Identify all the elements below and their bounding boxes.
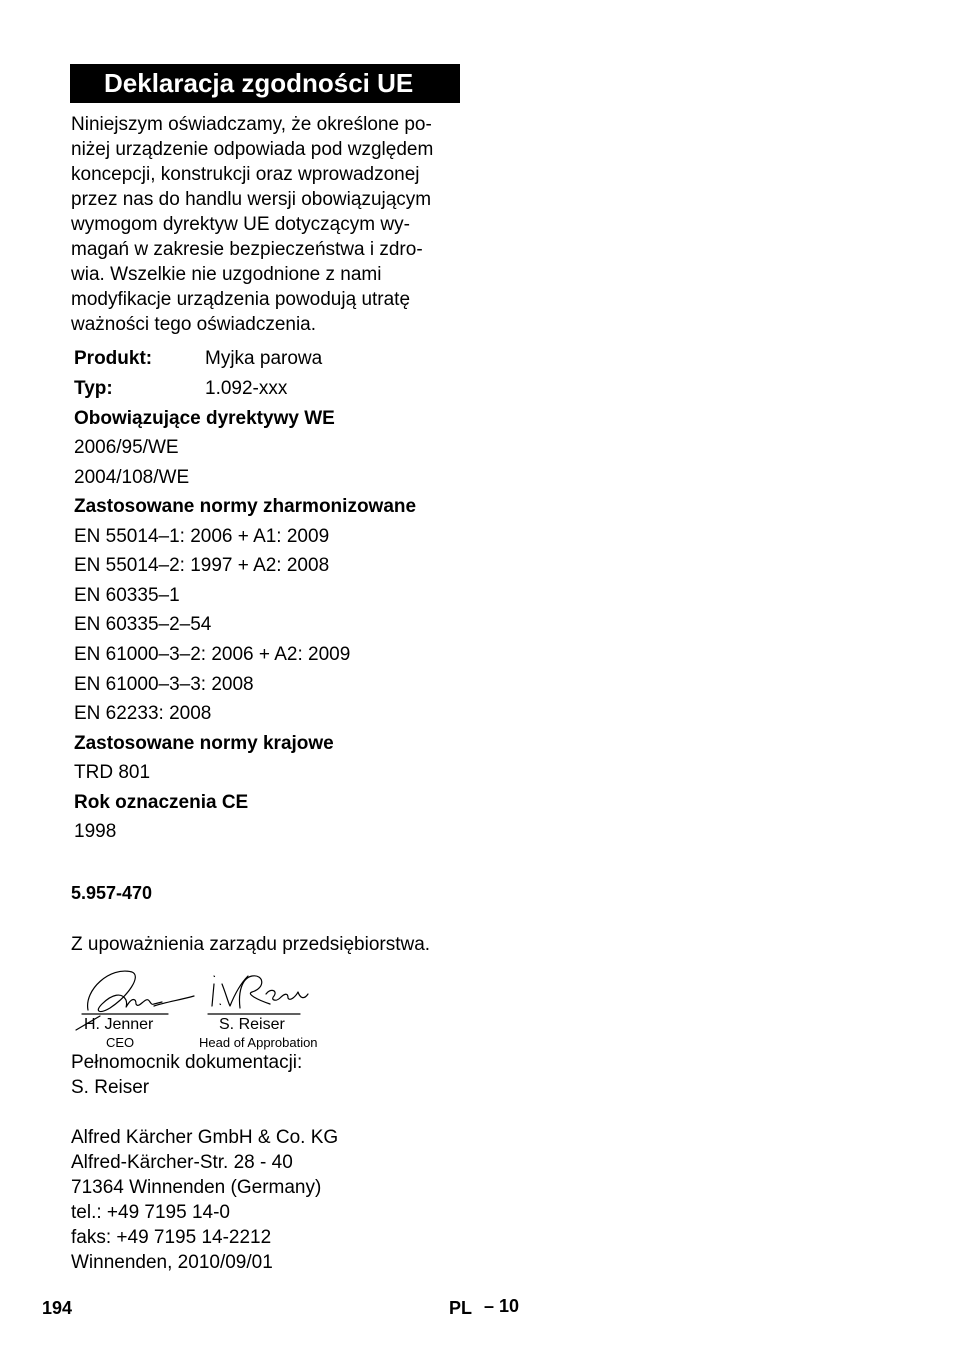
company-fax: faks: +49 7195 14-2212 (71, 1227, 272, 1248)
harmonized-item: EN 61000–3–3: 2008 (74, 674, 254, 695)
directives-heading: Obowiązujące dyrektywy WE (74, 408, 335, 429)
type-label: Typ: (74, 378, 113, 399)
intro-paragraph (71, 112, 466, 337)
directive-item: 2006/95/WE (74, 437, 179, 458)
signatory-name: H. Jenner (84, 1016, 154, 1033)
harmonized-item: EN 62233: 2008 (74, 703, 212, 724)
place-date: Winnenden, 2010/09/01 (71, 1252, 273, 1273)
intro-line: modyfikacje urządzenia powodują utratę (71, 289, 411, 310)
section-page-number: – 10 (484, 1296, 520, 1316)
document-number: 5.957-470 (71, 883, 153, 903)
intro-line: ważności tego oświadczenia. (71, 314, 317, 335)
intro-line: wymogom dyrektyw UE dotyczącym wy- (71, 214, 410, 235)
harmonized-item: EN 61000–3–2: 2006 + A2: 2009 (74, 644, 351, 665)
page-title: Deklaracja zgodności UE (70, 64, 460, 103)
type-row (74, 377, 287, 401)
intro-line: koncepcji, konstrukcji oraz wprowadzonej (71, 164, 420, 185)
intro-line: niżej urządzenie odpowiada pod względem (71, 139, 434, 160)
signatory-role: Head of Approbation (199, 1035, 318, 1050)
company-city: 71364 Winnenden (Germany) (71, 1177, 322, 1198)
product-label: Produkt: (74, 348, 153, 369)
product-value: Myjka parowa (205, 348, 323, 369)
directive-item: 2004/108/WE (74, 467, 190, 488)
harmonized-item: EN 60335–1 (74, 585, 180, 606)
harmonized-heading: Zastosowane normy zharmonizowane (74, 496, 417, 517)
intro-line: przez nas do handlu wersji obowiązującym (71, 189, 432, 210)
harmonized-item: EN 55014–1: 2006 + A1: 2009 (74, 526, 330, 547)
page-number: 194 (42, 1298, 73, 1318)
national-item: TRD 801 (74, 762, 151, 783)
company-name: Alfred Kärcher GmbH & Co. KG (71, 1127, 339, 1148)
signatory-role: CEO (106, 1035, 135, 1050)
national-heading: Zastosowane normy krajowe (74, 733, 334, 754)
ce-year-value: 1998 (74, 821, 117, 842)
intro-line: magań w zakresie bezpieczeństwa i zdro- (71, 239, 423, 260)
intro-line: wia. Wszelkie nie uzgodnione z nami (71, 264, 382, 285)
ce-year-heading: Rok oznaczenia CE (74, 792, 249, 813)
product-row (74, 347, 322, 371)
type-value: 1.092-xxx (205, 378, 288, 399)
documentation-name: S. Reiser (71, 1077, 150, 1098)
signatory-name: S. Reiser (219, 1016, 285, 1033)
company-street: Alfred-Kärcher-Str. 28 - 40 (71, 1152, 293, 1173)
harmonized-item: EN 55014–2: 1997 + A2: 2008 (74, 555, 330, 576)
language-code: PL (449, 1298, 473, 1318)
documentation-label: Pełnomocnik dokumentacji: (71, 1052, 303, 1073)
harmonized-item: EN 60335–2–54 (74, 614, 212, 635)
authorization-text: Z upoważnienia zarządu przedsiębiorstwa. (71, 934, 431, 955)
intro-line: Niniejszym oświadczamy, że określone po- (71, 114, 432, 135)
company-phone: tel.: +49 7195 14-0 (71, 1202, 230, 1223)
